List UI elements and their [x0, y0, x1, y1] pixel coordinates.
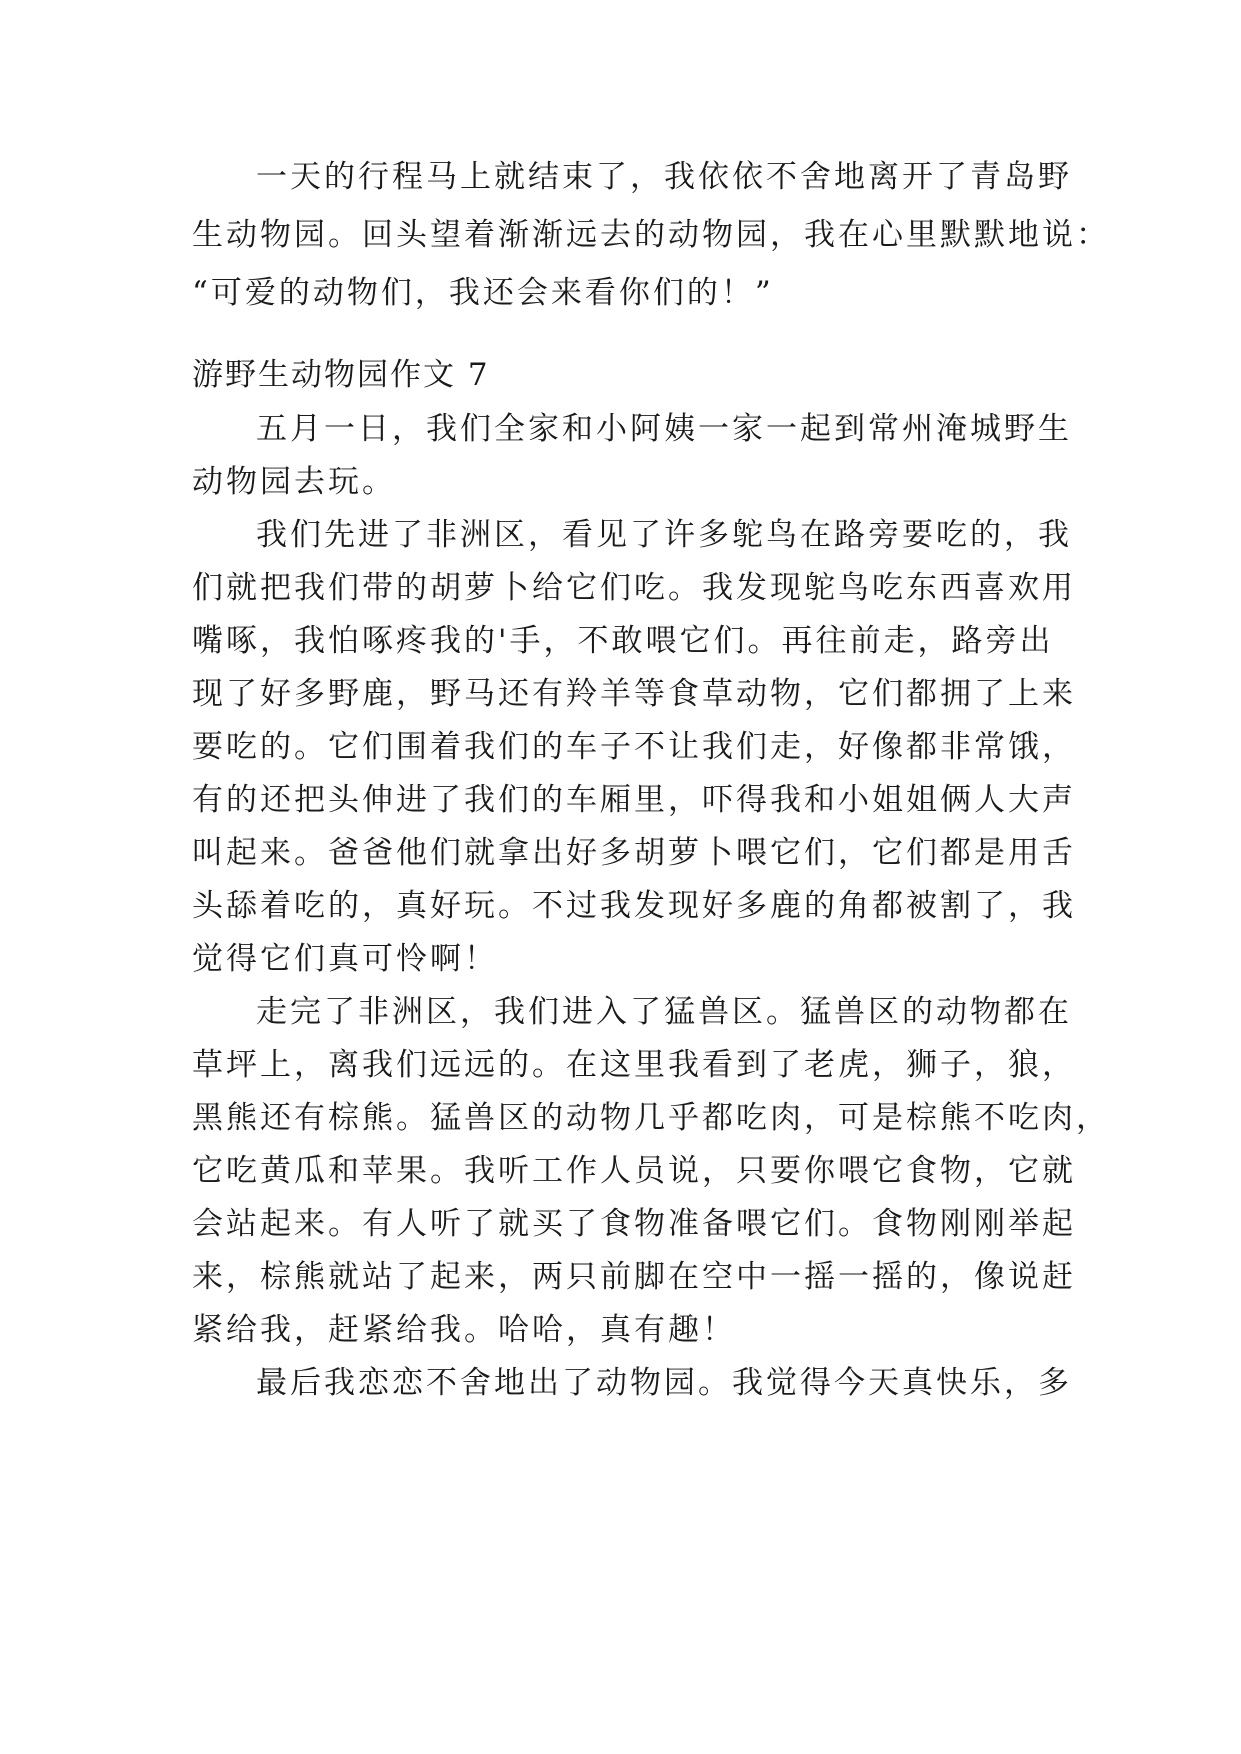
- paragraph-line: 们就把我们带的胡萝卜给它们吃。我发现鸵鸟吃东西喜欢用: [192, 570, 1076, 606]
- paragraph-line: 觉得它们真可怜啊！: [192, 941, 498, 977]
- paragraph-line: 五月一日，我们全家和小阿姨一家一起到常州淹城野生: [256, 411, 1072, 447]
- paragraph-line: 一天的行程马上就结束了，我依依不舍地离开了青岛野: [256, 159, 1072, 195]
- paragraph-line: 我们先进了非洲区，看见了许多鸵鸟在路旁要吃的，我: [256, 517, 1072, 553]
- paragraph-line: 要吃的。它们围着我们的车子不让我们走，好像都非常饿，: [192, 729, 1076, 765]
- paragraph-line: 动物园去玩。: [192, 464, 396, 500]
- paragraph-line: “可爱的动物们，我还会来看你们的！”: [192, 275, 774, 311]
- paragraph-line: 来，棕熊就站了起来，两只前脚在空中一摇一摇的，像说赶: [192, 1259, 1076, 1295]
- section-title: 游野生动物园作文 7: [192, 357, 490, 393]
- paragraph-line: 头舔着吃的，真好玩。不过我发现好多鹿的角都被割了，我: [192, 888, 1076, 924]
- paragraph-line: 最后我恋恋不舍地出了动物园。我觉得今天真快乐，多: [256, 1365, 1072, 1401]
- paragraph-line: 现了好多野鹿，野马还有羚羊等食草动物，它们都拥了上来: [192, 676, 1076, 712]
- paragraph-line: 会站起来。有人听了就买了食物准备喂它们。食物刚刚举起: [192, 1206, 1076, 1242]
- paragraph-line: 生动物园。回头望着渐渐远去的动物园，我在心里默默地说：: [192, 217, 1110, 253]
- paragraph-line: 嘴啄，我怕啄疼我的'手，不敢喂它们。再往前走，路旁出: [192, 623, 1054, 659]
- paragraph-line: 有的还把头伸进了我们的车厢里，吓得我和小姐姐俩人大声: [192, 782, 1076, 818]
- paragraph-line: 紧给我，赶紧给我。哈哈，真有趣！: [192, 1312, 736, 1348]
- paragraph-line: 叫起来。爸爸他们就拿出好多胡萝卜喂它们，它们都是用舌: [192, 835, 1076, 871]
- paragraph-line: 草坪上，离我们远远的。在这里我看到了老虎，狮子，狼，: [192, 1047, 1076, 1083]
- paragraph-line: 它吃黄瓜和苹果。我听工作人员说，只要你喂它食物，它就: [192, 1153, 1076, 1189]
- paragraph-line: 黑熊还有棕熊。猛兽区的动物几乎都吃肉，可是棕熊不吃肉，: [192, 1100, 1110, 1136]
- paragraph-line: 走完了非洲区，我们进入了猛兽区。猛兽区的动物都在: [256, 994, 1072, 1030]
